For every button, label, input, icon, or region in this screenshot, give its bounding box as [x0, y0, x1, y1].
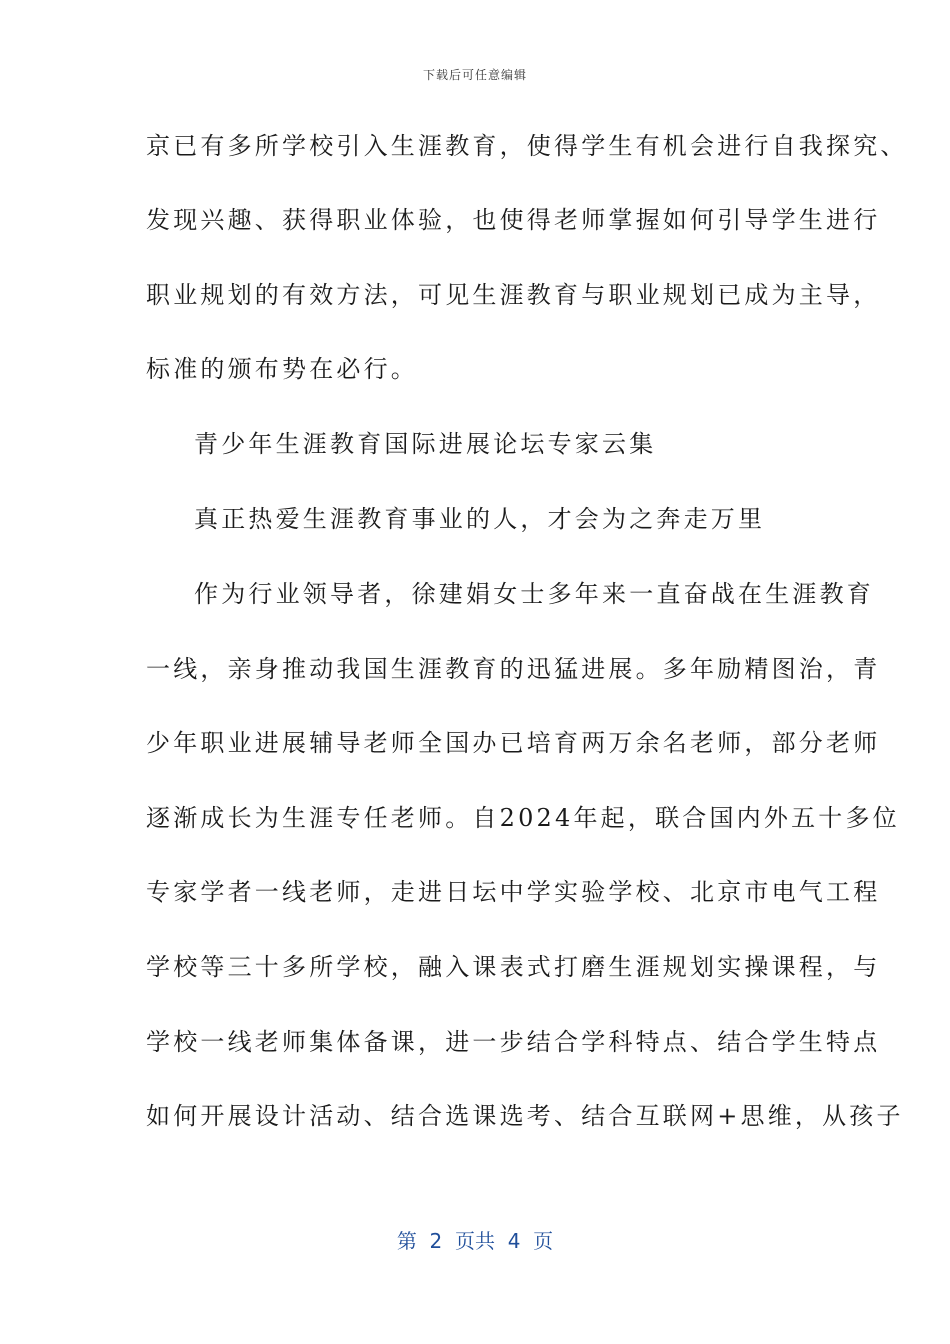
text-line: 少年职业进展辅导老师全国办已培育两万余名老师，部分老师	[146, 729, 881, 757]
text-line: 职业规划的有效方法，可见生涯教育与职业规划已成为主导，	[146, 281, 881, 309]
text-line: 作为行业领导者，徐建娟女士多年来一直奋战在生涯教育	[194, 580, 874, 608]
header-note: 下载后可任意编辑	[422, 68, 527, 82]
text-line: 专家学者一线老师，走进日坛中学实验学校、北京市电气工程	[146, 878, 881, 906]
text-line: 学校一线老师集体备课，进一步结合学科特点、结合学生特点	[146, 1028, 881, 1056]
section-heading: 青少年生涯教育国际进展论坛专家云集	[194, 430, 657, 458]
text-line: 京已有多所学校引入生涯教育，使得学生有机会进行自我探究、	[146, 132, 908, 160]
text-line: 学校等三十多所学校，融入课表式打磨生涯规划实操课程，与	[146, 953, 881, 981]
text-line: 标准的颁布势在必行。	[146, 355, 418, 383]
text-line: 一线，亲身推动我国生涯教育的迅猛进展。多年励精图治，青	[146, 655, 881, 683]
text-line: 发现兴趣、获得职业体验，也使得老师掌握如何引导学生进行	[146, 206, 881, 234]
section-subheading: 真正热爱生涯教育事业的人，才会为之奔走万里	[194, 505, 766, 533]
page-number-footer: 第 2 页共 4 页	[396, 1229, 554, 1253]
text-line: 逐渐成长为生涯专任老师。自2024年起，联合国内外五十多位	[146, 804, 900, 832]
text-line: 如何开展设计活动、结合选课选考、结合互联网+思维，从孩子	[146, 1102, 904, 1130]
